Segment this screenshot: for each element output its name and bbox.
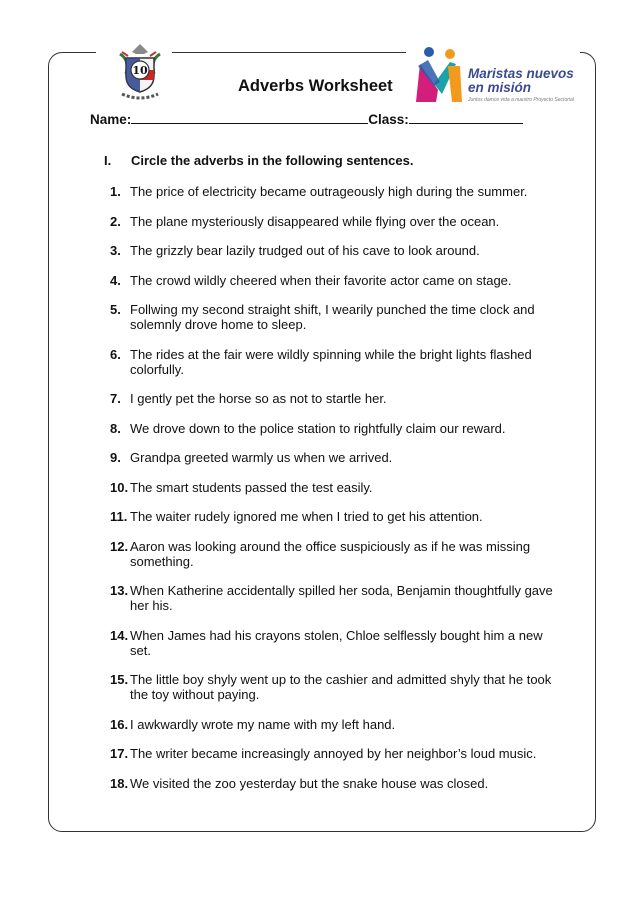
list-item [110, 509, 556, 524]
item-text: The plane mysteriously disappeared while flying over the ocean. [130, 213, 500, 229]
crest-number: 10 [132, 64, 148, 77]
list-item [110, 243, 556, 258]
list-item [110, 539, 556, 569]
item-number: 1. [110, 184, 121, 199]
list-item [110, 628, 556, 658]
item-text: When James had his crayons stolen, Chloe selflessly bought him a new set. [130, 627, 543, 658]
item-number: 3. [110, 243, 121, 258]
item-text: The little boy shyly went up to the cashier and admitted shyly that he took the toy without paying. [130, 672, 552, 702]
item-number: 17. [110, 746, 129, 761]
list-item [110, 391, 556, 406]
item-number: 4. [110, 272, 121, 288]
list-item [110, 480, 556, 495]
item-number: 11. [110, 509, 128, 524]
item-number: 8. [110, 420, 121, 436]
list-item [110, 776, 556, 791]
class-label: Class: [368, 112, 409, 127]
name-class-row [90, 110, 523, 127]
sentence-list [110, 184, 556, 805]
maristas-logo [410, 42, 580, 106]
item-number: 10. [110, 479, 129, 495]
page-title: Adverbs Worksheet [238, 77, 393, 95]
item-text: Grandpa greeted warmly us when we arrived. [130, 450, 393, 465]
item-text: The crowd wildly cheered when their favorite actor came on stage. [130, 272, 512, 288]
item-text: We drove down to the police station to rightfully claim our reward. [130, 420, 506, 436]
item-number: 16. [110, 716, 129, 732]
list-item [110, 450, 556, 465]
list-item [110, 184, 556, 199]
class-field[interactable] [409, 110, 523, 124]
item-number: 13. [110, 583, 129, 598]
item-number: 18. [110, 775, 129, 791]
list-item [110, 717, 556, 732]
item-text: The smart students passed the test easily. [130, 479, 373, 495]
section-heading [104, 153, 413, 168]
item-text: I awkwardly wrote my name with my left hand. [130, 716, 396, 732]
item-number: 12. [110, 538, 129, 554]
item-text: The waiter rudely ignored me when I tried to get his attention. [130, 509, 483, 524]
list-item [110, 302, 556, 332]
section-number: I. [104, 153, 112, 168]
school-crest-logo [108, 40, 172, 104]
item-number: 15. [110, 672, 129, 687]
item-text: We visited the zoo yesterday but the snake house was closed. [130, 775, 489, 791]
section-instruction: Circle the adverbs in the following sentences. [131, 153, 414, 168]
item-number: 9. [110, 450, 121, 465]
list-item [110, 672, 556, 702]
list-item [110, 273, 556, 288]
item-text: I gently pet the horse so as not to startle her. [130, 391, 387, 406]
list-item [110, 214, 556, 229]
item-number: 7. [110, 391, 121, 406]
item-text: Aaron was looking around the office suspiciously as if he was missing something. [130, 538, 531, 569]
item-text: The writer became increasingly annoyed by her neighbor’s loud music. [130, 746, 537, 761]
maristas-m-icon [410, 42, 468, 106]
item-number: 6. [110, 346, 121, 362]
name-label: Name: [90, 112, 132, 127]
list-item [110, 746, 556, 761]
item-text: When Katherine accidentally spilled her soda, Benjamin thoughtfully gave her his. [130, 583, 553, 613]
item-number: 5. [110, 302, 121, 317]
list-item [110, 583, 556, 613]
item-number: 14. [110, 627, 129, 643]
item-text: Follwing my second straight shift, I wearily punched the time clock and solemnly drove home to sleep. [130, 302, 535, 332]
item-number: 2. [110, 213, 121, 229]
logo-line-1: Maristas nuevos [468, 66, 574, 81]
item-text: The rides at the fair were wildly spinning while the bright lights flashed colorfully. [130, 346, 532, 377]
list-item [110, 421, 556, 436]
item-text: The grizzly bear lazily trudged out of his cave to look around. [130, 243, 480, 258]
logo-tagline: Juntos damos vida a nuestro Proyecto Sectorial [468, 97, 574, 103]
list-item [110, 347, 556, 377]
name-field[interactable] [131, 110, 368, 124]
logo-line-2: en misión [468, 80, 532, 95]
item-text: The price of electricity became outrageously high during the summer. [130, 184, 528, 199]
